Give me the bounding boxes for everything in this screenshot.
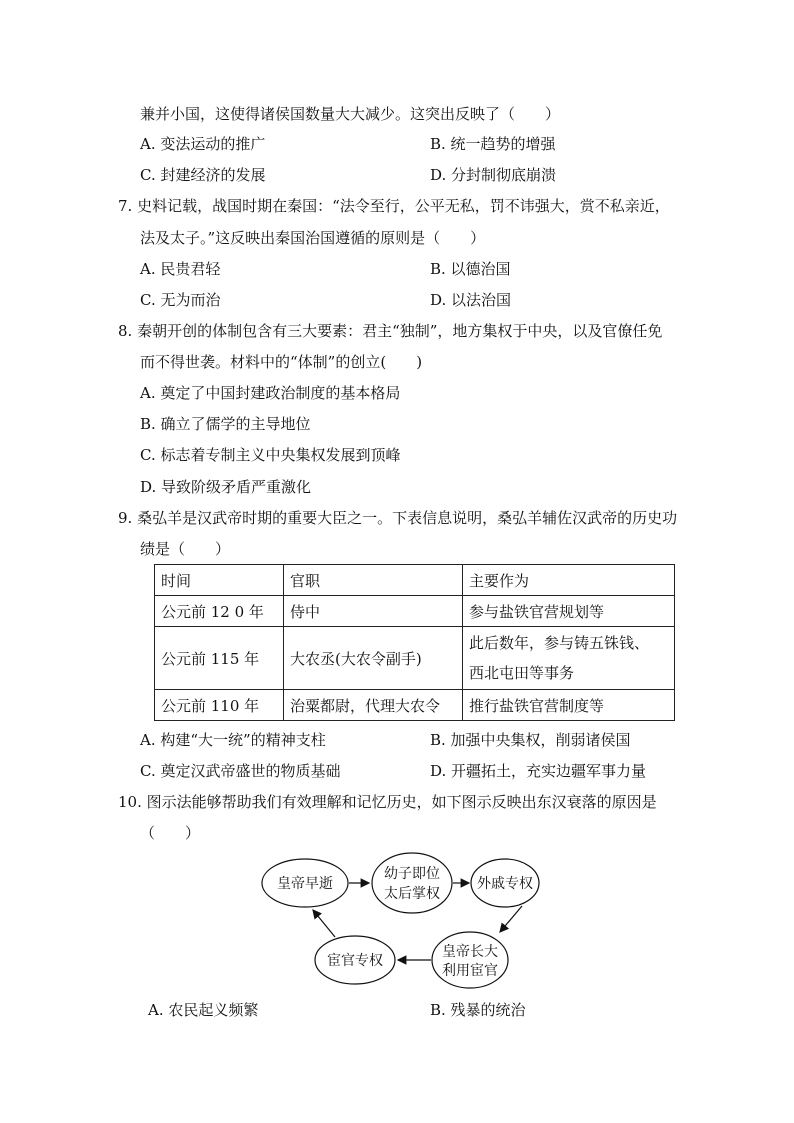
table-cell: 治粟都尉，代理大农令 — [284, 690, 463, 721]
q8-stem-line2: 而不得世袭。材料中的“体制”的创立( ) — [140, 353, 423, 371]
diagram-arrow — [500, 906, 522, 932]
diagram-node-4-label-1: 皇帝长大 — [442, 944, 498, 960]
table-row — [155, 690, 675, 721]
table-header-cell: 时间 — [155, 565, 284, 596]
table-cell: 公元前 110 年 — [155, 690, 284, 721]
q9-table — [154, 564, 675, 721]
q7-stem-line1: 7. 史料记载，战国时期在秦国：“法令至行，公平无私，罚不讳强大，赏不私亲近， — [118, 197, 670, 215]
q7-stem-line2: 法及太子。”这反映出秦国治国遵循的原则是（ ） — [140, 229, 486, 247]
q10-option-b: B. 残暴的统治 — [430, 1001, 526, 1019]
q10-option-a: A. 农民起义频繁 — [148, 1001, 259, 1019]
q9-option-d: D. 开疆拓土，充实边疆军事力量 — [430, 762, 647, 780]
table-cell: 公元前 12 0 年 — [155, 596, 284, 627]
table-header-cell: 官职 — [284, 565, 463, 596]
table-cell: 推行盐铁官营制度等 — [463, 690, 675, 721]
q9-stem-line2: 绩是（ ） — [140, 540, 231, 558]
diagram-arrow — [313, 910, 335, 937]
q6-stem-tail: 兼并小国，这使得诸侯国数量大大减少。这突出反映了（ ） — [140, 105, 561, 123]
q9-stem-line1: 9. 桑弘羊是汉武帝时期的重要大臣之一。下表信息说明，桑弘羊辅佐汉武帝的历史功 — [118, 509, 678, 527]
table-row — [155, 627, 675, 690]
q10-stem-line1: 10. 图示法能够帮助我们有效理解和记忆历史，如下图示反映出东汉衰落的原因是 — [118, 793, 657, 811]
q8-option-d: D. 导致阶级矛盾严重激化 — [140, 478, 312, 496]
cycle-diagram — [260, 848, 540, 990]
table-cell: 参与盐铁官营规划等 — [463, 596, 675, 627]
q8-stem-line1: 8. 秦朝开创的体制包含有三大要素：君主“独制”，地方集权于中央，以及官僚任免 — [118, 322, 663, 340]
q9-option-c: C. 奠定汉武帝盛世的物质基础 — [140, 762, 341, 780]
q6-option-d: D. 分封制彻底崩溃 — [430, 166, 557, 184]
q9-option-b: B. 加强中央集权，削弱诸侯国 — [430, 731, 631, 749]
table-header-cell: 主要作为 — [463, 565, 675, 596]
q6-option-c: C. 封建经济的发展 — [140, 166, 266, 184]
q9-option-a: A. 构建“大一统”的精神支柱 — [140, 731, 326, 749]
q7-option-b: B. 以德治国 — [430, 260, 511, 278]
diagram-node-2-label-2: 太后掌权 — [384, 886, 440, 902]
q7-option-d: D. 以法治国 — [430, 291, 512, 309]
q8-option-c: C. 标志着专制主义中央集权发展到顶峰 — [140, 446, 401, 464]
q8-option-b: B. 确立了儒学的主导地位 — [140, 415, 311, 433]
q6-option-a: A. 变法运动的推广 — [140, 135, 266, 153]
table-cell: 侍中 — [284, 596, 463, 627]
q8-option-a: A. 奠定了中国封建政治制度的基本格局 — [140, 384, 401, 402]
diagram-node-2 — [372, 853, 452, 913]
diagram-node-3-label: 外戚专权 — [477, 876, 533, 892]
q7-option-a: A. 民贵君轻 — [140, 260, 221, 278]
diagram-node-4-label-2: 利用宦官 — [442, 963, 498, 979]
q6-option-b: B. 统一趋势的增强 — [430, 135, 556, 153]
diagram-node-5-label: 宦官专权 — [327, 953, 383, 969]
diagram-node-1-label: 皇帝早逝 — [277, 876, 333, 892]
table-row — [155, 596, 675, 627]
table-cell: 大农丞(大农令副手) — [284, 627, 463, 690]
table-cell-line: 西北屯田等事务 — [469, 664, 575, 682]
table-cell: 公元前 115 年 — [155, 627, 284, 690]
q10-stem-line2: （ ） — [140, 824, 201, 842]
table-header-row — [155, 565, 675, 596]
table-cell-line: 此后数年，参与铸五铢钱、 — [469, 634, 650, 652]
diagram-node-4 — [432, 932, 508, 988]
diagram-node-2-label-1: 幼子即位 — [384, 866, 440, 882]
table-cell — [463, 627, 675, 690]
q7-option-c: C. 无为而治 — [140, 291, 221, 309]
